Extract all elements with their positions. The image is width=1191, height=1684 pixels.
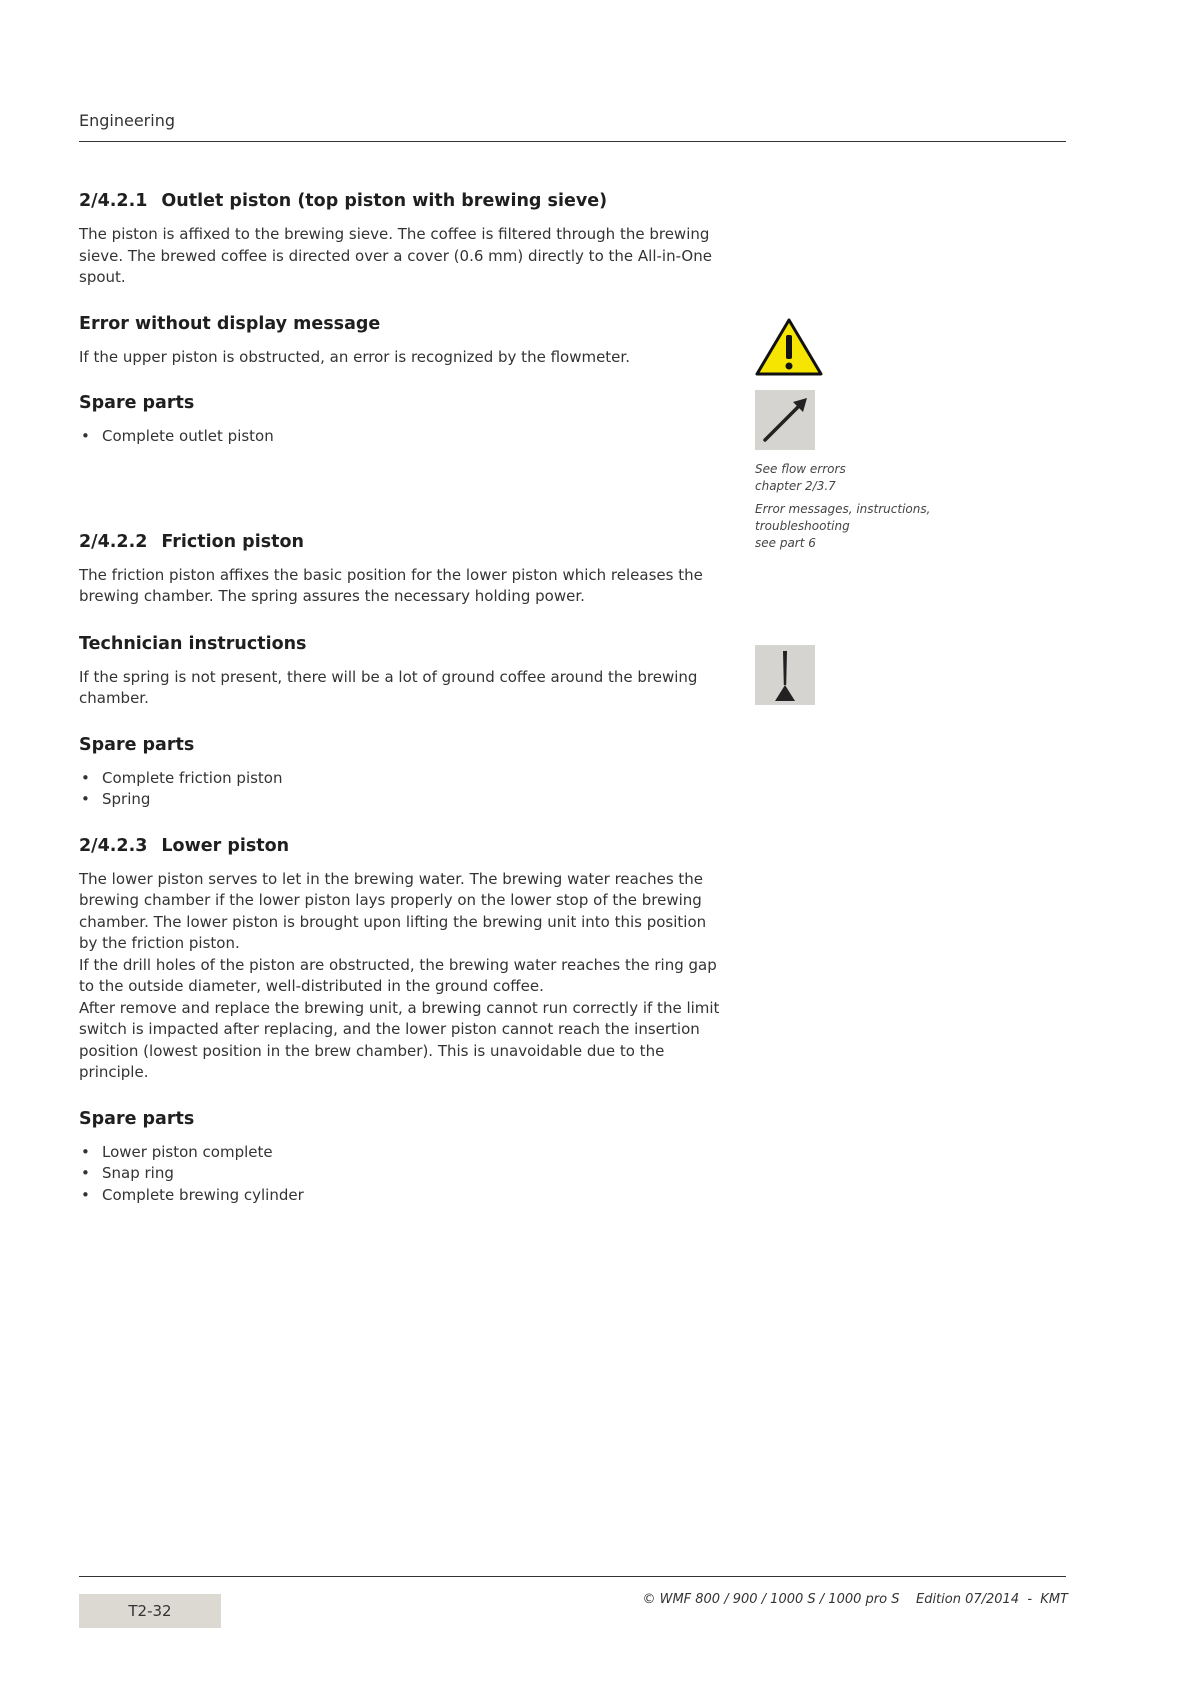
error-heading: Error without display message bbox=[79, 313, 381, 334]
section-title: Outlet piston (top piston with brewing sieve) bbox=[161, 191, 608, 211]
section-heading bbox=[79, 531, 729, 553]
page-number: T2-32 bbox=[79, 1594, 221, 1628]
section-number: 2/4.2.1 bbox=[79, 191, 148, 211]
footer-divider bbox=[79, 1576, 1066, 1577]
section-lower-piston bbox=[79, 835, 729, 1207]
spare-parts-heading: Spare parts bbox=[79, 1108, 195, 1129]
spare-parts-heading: Spare parts bbox=[79, 734, 195, 755]
side-note-line: Error messages, instructions, troubleshooting bbox=[755, 502, 931, 533]
section-text: The lower piston serves to let in the brewing water. The brewing water reaches the brewing chamber if the lower piston lays properly on the lower stop of the brewing chamber. The lower piston is brought upon lifting the brewing unit into this position by the friction piston. bbox=[79, 869, 707, 952]
side-note-troubleshooting bbox=[755, 501, 1025, 552]
list-item: • Complete brewing cylinder bbox=[79, 1185, 729, 1207]
section-text: The piston is affixed to the brewing sieve. The coffee is filtered through the brewing sieve. The brewed coffee is directed over a cover (0.6 mm) directly to the All-in-One spout. bbox=[79, 225, 712, 286]
technician-text: If the spring is not present, there will be a lot of ground coffee around the brewing chamber. bbox=[79, 667, 698, 707]
technician-heading: Technician instructions bbox=[79, 633, 307, 654]
spare-parts-list bbox=[79, 768, 729, 811]
section-text: After remove and replace the brewing unit, a brewing cannot run correctly if the limit switch is impacted after replacing, and the lower piston cannot reach the insertion position (lowest position in the brew chamber). This is unavoidable due to the principle. bbox=[79, 998, 720, 1081]
header-divider bbox=[79, 141, 1066, 142]
side-note-line: see part 6 bbox=[755, 536, 816, 550]
section-text: If the drill holes of the piston are obstructed, the brewing water reaches the ring gap to the outside diameter, well-distributed in the ground coffee. bbox=[79, 955, 717, 995]
error-text: If the upper piston is obstructed, an error is recognized by the flowmeter. bbox=[79, 347, 630, 366]
warning-triangle-icon bbox=[755, 318, 823, 376]
spare-parts-heading: Spare parts bbox=[79, 393, 195, 413]
list-item: • Complete outlet piston bbox=[79, 426, 729, 448]
section-title: Friction piston bbox=[161, 531, 304, 552]
header-title: Engineering bbox=[79, 111, 175, 130]
section-heading bbox=[79, 835, 729, 857]
section-number: 2/4.2.2 bbox=[79, 531, 148, 552]
list-item: • Spring bbox=[79, 789, 729, 811]
list-item: • Snap ring bbox=[79, 1163, 729, 1185]
side-note-flow-errors bbox=[755, 461, 1025, 495]
main-content bbox=[79, 190, 729, 1206]
spare-parts-list bbox=[79, 426, 729, 448]
footer-edition: © WMF 800 / 900 / 1000 S / 1000 pro S Edition 07/2014 - KMT bbox=[642, 1592, 1068, 1607]
section-title: Lower piston bbox=[161, 835, 290, 856]
spare-parts-list bbox=[79, 1142, 729, 1207]
section-text: The friction piston affixes the basic position for the lower piston which releases the brewing chamber. The spring assures the necessary holding power. bbox=[79, 565, 703, 605]
side-note-line: See flow errors bbox=[755, 462, 846, 476]
exclamation-icon bbox=[755, 645, 815, 705]
section-number: 2/4.2.3 bbox=[79, 835, 148, 856]
list-item: • Lower piston complete bbox=[79, 1142, 729, 1164]
section-friction-piston bbox=[79, 531, 729, 811]
tool-arrow-icon bbox=[755, 390, 815, 450]
section-heading bbox=[79, 190, 729, 212]
section-outlet-piston bbox=[79, 190, 729, 448]
list-item: • Complete friction piston bbox=[79, 768, 729, 790]
side-note-line: chapter 2/3.7 bbox=[755, 479, 836, 493]
